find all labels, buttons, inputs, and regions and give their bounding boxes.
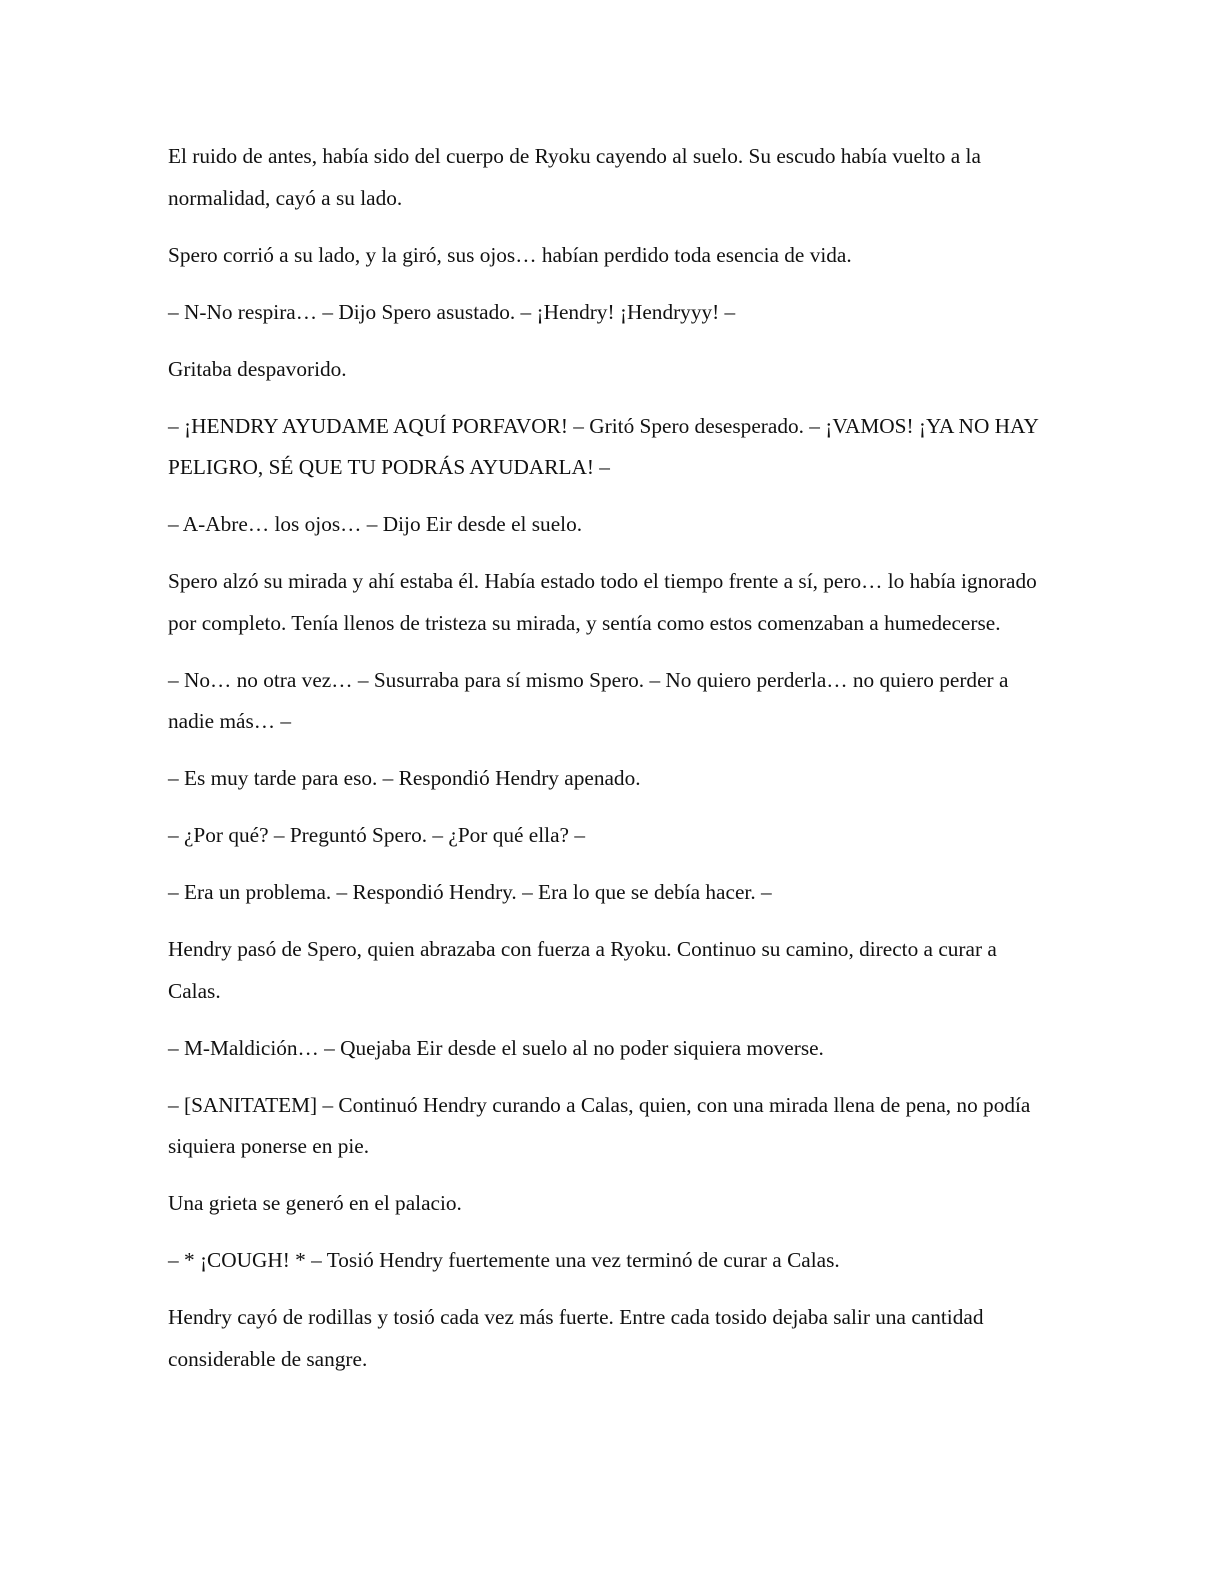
paragraph: Gritaba despavorido. bbox=[168, 356, 347, 381]
paragraph: Spero corrió a su lado, y la giró, sus ojos… habían perdido toda esencia de vida. bbox=[168, 242, 852, 267]
paragraph: – N-No respira… – Dijo Spero asustado. – ¡Hendry! ¡Hendryyy! – bbox=[168, 299, 736, 324]
paragraph: – ¿Por qué? – Preguntó Spero. – ¿Por qué ella? – bbox=[168, 823, 585, 847]
paragraph: Hendry cayó de rodillas y tosió cada vez más fuerte. Entre cada tosido dejaba salir una cantidad considerable de sangre. bbox=[168, 1305, 984, 1371]
paragraph: – M-Maldición… – Quejaba Eir desde el suelo al no poder siquiera moverse. bbox=[168, 1035, 824, 1060]
paragraph: El ruido de antes, había sido del cuerpo de Ryoku cayendo al suelo. Su escudo había vuelto a la normalidad, cayó a su lado. bbox=[168, 144, 981, 210]
paragraph: – A-Abre… los ojos… – Dijo Eir desde el suelo. bbox=[168, 512, 583, 536]
paragraph: Hendry pasó de Spero, quien abrazaba con fuerza a Ryoku. Continuo su camino, directo a curar a Calas. bbox=[168, 937, 997, 1003]
paragraph: Una grieta se generó en el palacio. bbox=[168, 1191, 462, 1215]
paragraph: Spero alzó su mirada y ahí estaba él. Había estado todo el tiempo frente a sí, pero… lo había ignorado por completo. Tenía llenos de tristeza su mirada, y sentía como estos comenzaban a humedecerse. bbox=[168, 569, 1037, 635]
paragraph: – Es muy tarde para eso. – Respondió Hendry apenado. bbox=[168, 766, 641, 790]
document-page bbox=[168, 136, 1048, 1396]
paragraph: – ¡HENDRY AYUDAME AQUÍ PORFAVOR! – Gritó Spero desesperado. – ¡VAMOS! ¡YA NO HAY PELIGRO, SÉ QUE TU PODRÁS AYUDARLA! – bbox=[168, 413, 1039, 479]
paragraph: – * ¡COUGH! * – Tosió Hendry fuertemente una vez terminó de curar a Calas. bbox=[168, 1248, 840, 1272]
paragraph: – Era un problema. – Respondió Hendry. – Era lo que se debía hacer. – bbox=[168, 880, 772, 904]
paragraph: – [SANITATEM] – Continuó Hendry curando a Calas, quien, con una mirada llena de pena, no podía siquiera ponerse en pie. bbox=[168, 1092, 1031, 1158]
paragraph: – No… no otra vez… – Susurraba para sí mismo Spero. – No quiero perderla… no quiero perder a nadie más… – bbox=[168, 667, 1009, 733]
